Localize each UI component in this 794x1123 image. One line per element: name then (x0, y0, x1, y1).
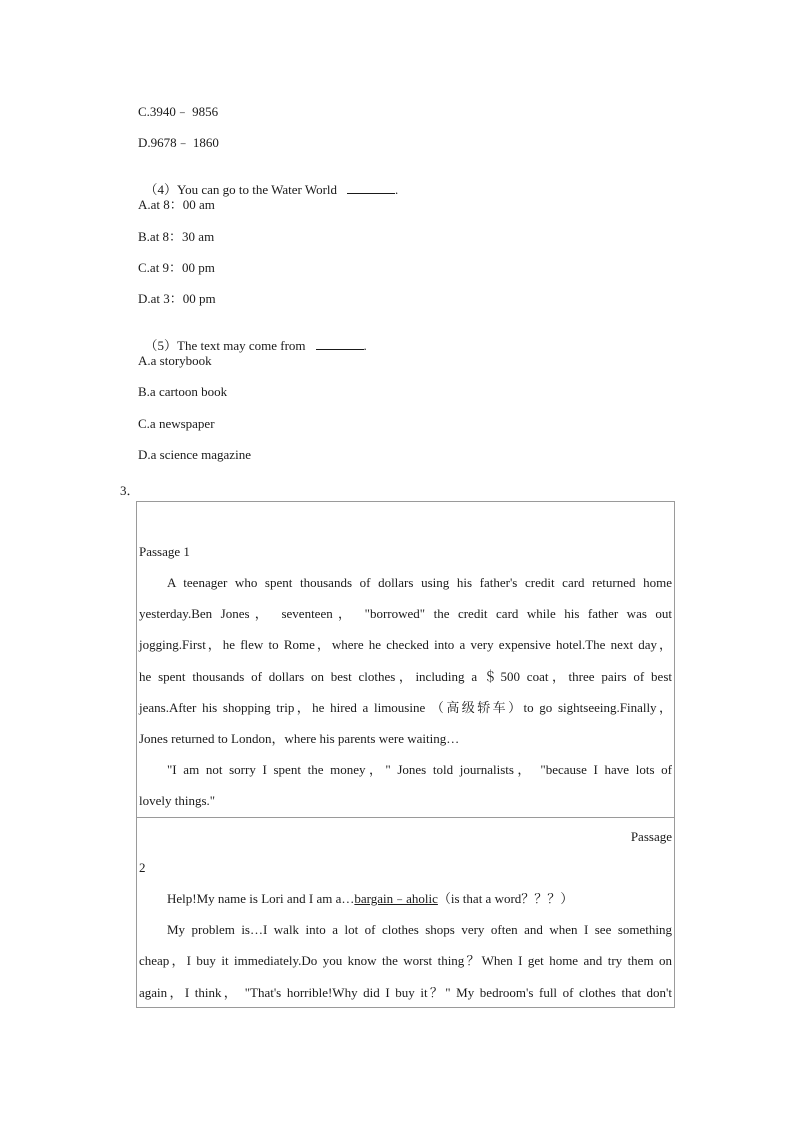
option-3d: D.9678﹣ 1860 (138, 135, 219, 150)
question-5-stem (138, 322, 367, 354)
passage-1-line: "I am not sorry I spent the money，" Jones told journalists， "because I have lots of (167, 762, 672, 777)
passage-2-line: My problem is…I walk into a lot of clothes shops very often and when I see something (167, 922, 672, 937)
passage-1-line: A teenager who spent thousands of dollars using his father's credit card returned home (167, 575, 672, 590)
passage-2-line: again，I think， "That's horrible!Why did I buy it？" My bedroom's full of clothes that don't (139, 985, 672, 1000)
option-5b: B.a cartoon book (138, 384, 228, 399)
passage-2-aside: （is that a word？？？） (437, 891, 574, 906)
answer-blank[interactable] (347, 182, 395, 194)
option-4c: C.at 9：00 pm (138, 260, 215, 275)
option-5d: D.a science magazine (138, 447, 251, 462)
passage-1-title: Passage 1 (139, 544, 190, 559)
question-3-number: 3． (120, 483, 140, 498)
question-5-end: . (363, 338, 367, 353)
table-divider (137, 817, 674, 818)
passage-2-line: cheap，I buy it immediately.Do you know the worst thing？When I get home and try them on (139, 953, 672, 968)
option-4a: A.at 8：00 am (138, 197, 215, 212)
answer-blank[interactable] (316, 338, 364, 350)
passage-table (136, 501, 675, 1008)
passage-1-line: jeans.After his shopping trip，he hired a limousine （高级轿车）to go sightseeing.Finally， (139, 700, 672, 715)
passage-2-title-part1: Passage (630, 829, 672, 844)
bargain-aholic-term: bargain﹣aholic (354, 891, 438, 906)
passage-1-line: he spent thousands of dollars on best clothes，including a ＄500 coat，three pairs of best (139, 669, 672, 684)
passage-1-line: lovely things." (139, 793, 216, 808)
question-4-end: . (395, 182, 399, 197)
passage-2-line (139, 891, 672, 907)
option-4d: D.at 3：00 pm (138, 291, 216, 306)
passage-1-line: Jones returned to London，where his parents were waiting… (139, 731, 460, 746)
option-5a: A.a storybook (138, 353, 212, 368)
option-4b: B.at 8：30 am (138, 229, 215, 244)
option-3c: C.3940﹣ 9856 (138, 104, 219, 119)
passage-2-intro: Help!My name is Lori and I am a… (167, 891, 355, 906)
passage-1-line: jogging.First，he flew to Rome，where he checked into a very expensive hotel.The next day， (139, 637, 672, 652)
question-4-stem (138, 166, 398, 198)
question-5-text: （5）The text may come from (144, 338, 306, 353)
question-4-text: （4）You can go to the Water World (144, 182, 338, 197)
passage-1-line: yesterday.Ben Jones， seventeen， "borrowed" the credit card while his father was out (139, 606, 672, 621)
passage-2-title-part2: 2 (139, 860, 146, 875)
option-5c: C.a newspaper (138, 416, 215, 431)
